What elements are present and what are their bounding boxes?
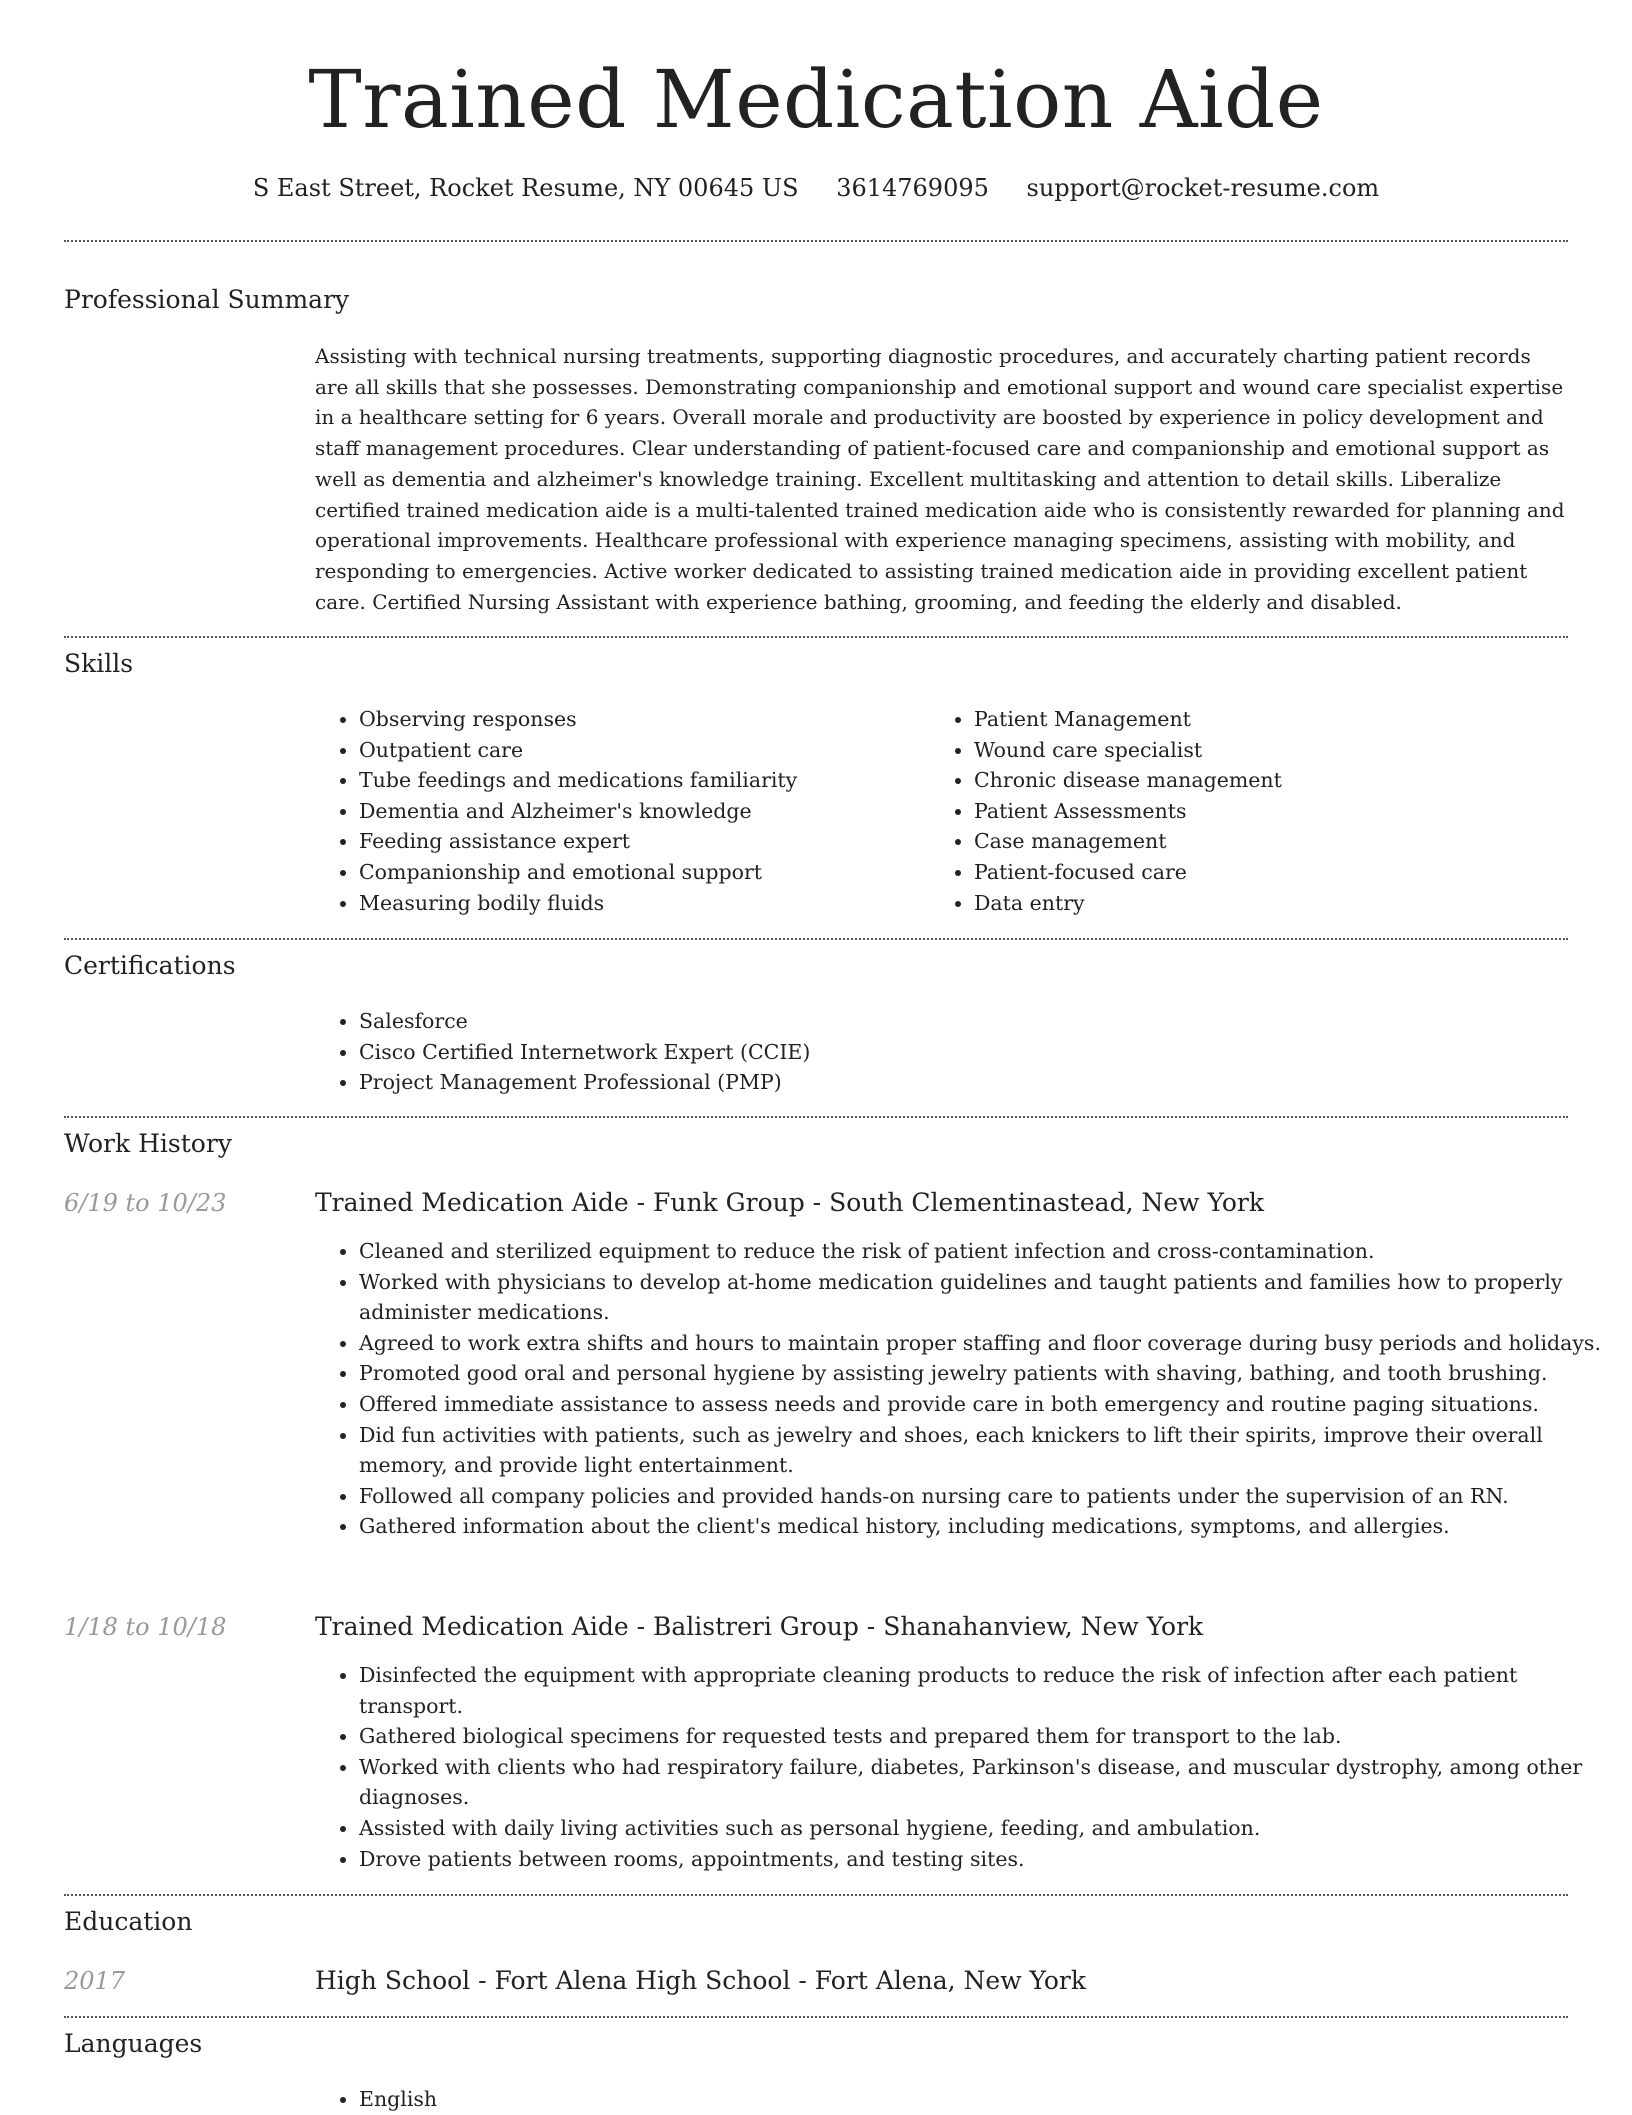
- job-bullet: • Gathered information about the client's medical history, including medications, symptoms, and allergies.: [359, 1511, 1614, 1542]
- education-entry: High School - Fort Alena High School - Fort Alena, New York: [315, 1966, 1087, 1995]
- skill-item: • Chronic disease management: [974, 765, 1574, 796]
- job-bullets: [315, 1660, 1614, 1874]
- summary-text: Assisting with technical nursing treatments, supporting diagnostic procedures, and accurately charting patient records are all skills that she possesses. Demonstrating companionship and emotional support and wound care specialist expertise in a healthcare setting for 6 years. Overall morale and productivity are boosted by experience in policy development and staff management procedures. Clear understanding of patient-focused care and companionship and emotional support as well as dementia and alzheimer's knowledge training. Excellent multitasking and attention to detail skills. Liberalize certified trained medication aide is a multi-talented trained medication aide who is consistently rewarded for planning and operational improvements. Healthcare professional with experience managing specimens, assisting with mobility, and responding to emergencies. Active worker dedicated to assisting trained medication aide in providing excellent patient care. Certified Nursing Assistant with experience bathing, grooming, and feeding the elderly and disabled.: [315, 344, 1565, 614]
- skills-list-left: [315, 704, 919, 918]
- language-item: • English: [359, 2084, 959, 2115]
- skill-item: • Case management: [974, 826, 1574, 857]
- skill-item: • Tube feedings and medications familiarity: [359, 765, 919, 796]
- certification-item: • Project Management Professional (PMP): [359, 1067, 1559, 1098]
- skill-item: • Patient-focused care: [974, 857, 1574, 888]
- contact-email: support@rocket-resume.com: [1026, 174, 1380, 202]
- skill-item: • Feeding assistance expert: [359, 826, 919, 857]
- skill-item: • Dementia and Alzheimer's knowledge: [359, 796, 919, 827]
- job-bullet: • Offered immediate assistance to assess needs and provide care in both emergency and routine paging situations.: [359, 1389, 1614, 1420]
- section-divider: [64, 1116, 1568, 1118]
- skill-item: • Companionship and emotional support: [359, 857, 919, 888]
- skill-item: • Data entry: [974, 888, 1574, 919]
- skill-item: • Measuring bodily fluids: [359, 888, 919, 919]
- job-bullet: • Cleaned and sterilized equipment to reduce the risk of patient infection and cross-contamination.: [359, 1236, 1614, 1267]
- certifications-heading: Certifications: [64, 951, 236, 980]
- skills-heading: Skills: [64, 649, 134, 678]
- work-history-heading: Work History: [64, 1129, 232, 1158]
- skill-item: • Outpatient care: [359, 735, 919, 766]
- job-bullets: [315, 1236, 1614, 1542]
- job-title: Trained Medication Aide - Balistreri Group - Shanahanview, New York: [315, 1612, 1204, 1641]
- section-divider: [64, 1894, 1568, 1896]
- education-heading: Education: [64, 1907, 193, 1936]
- education-date: 2017: [64, 1967, 126, 1995]
- job-bullet: • Disinfected the equipment with appropriate cleaning products to reduce the risk of infection after each patient transport.: [359, 1660, 1614, 1721]
- skill-item: • Observing responses: [359, 704, 919, 735]
- languages-heading: Languages: [64, 2029, 203, 2058]
- job-bullet: • Did fun activities with patients, such as jewelry and shoes, each knickers to lift their spirits, improve their overall memory, and provide light entertainment.: [359, 1420, 1614, 1481]
- job-bullet: • Worked with physicians to develop at-home medication guidelines and taught patients and families how to properly administer medications.: [359, 1267, 1614, 1328]
- skill-item: • Patient Management: [974, 704, 1574, 735]
- certification-item: • Salesforce: [359, 1006, 1559, 1037]
- certification-item: • Cisco Certified Internetwork Expert (CCIE): [359, 1037, 1559, 1068]
- section-divider: [64, 2016, 1568, 2018]
- section-divider: [64, 938, 1568, 940]
- section-divider: [64, 636, 1568, 638]
- contact-line: [0, 170, 1632, 206]
- job-title: Trained Medication Aide - Funk Group - South Clementinastead, New York: [315, 1188, 1264, 1217]
- contact-phone: 3614769095: [836, 174, 989, 202]
- job-date: 6/19 to 10/23: [64, 1189, 227, 1217]
- certifications-list: [315, 1006, 1559, 1098]
- job-bullet: • Promoted good oral and personal hygiene by assisting jewelry patients with shaving, bathing, and tooth brushing.: [359, 1358, 1614, 1389]
- section-divider: [64, 240, 1568, 242]
- job-date: 1/18 to 10/18: [64, 1613, 227, 1641]
- job-bullet: • Followed all company policies and provided hands-on nursing care to patients under the supervision of an RN.: [359, 1481, 1614, 1512]
- job-bullet: • Assisted with daily living activities such as personal hygiene, feeding, and ambulation.: [359, 1813, 1614, 1844]
- skills-list-right: [930, 704, 1574, 918]
- job-bullet: • Gathered biological specimens for requested tests and prepared them for transport to the lab.: [359, 1721, 1614, 1752]
- job-bullet: • Agreed to work extra shifts and hours to maintain proper staffing and floor coverage during busy periods and holidays.: [359, 1328, 1614, 1359]
- job-bullet: • Drove patients between rooms, appointments, and testing sites.: [359, 1844, 1614, 1875]
- contact-address: S East Street, Rocket Resume, NY 00645 US: [252, 174, 799, 202]
- summary-heading: Professional Summary: [64, 285, 350, 314]
- job-bullet: • Worked with clients who had respiratory failure, diabetes, Parkinson's disease, and muscular dystrophy, among other diagnoses.: [359, 1752, 1614, 1813]
- skill-item: • Patient Assessments: [974, 796, 1574, 827]
- skill-item: • Wound care specialist: [974, 735, 1574, 766]
- languages-list: [315, 2084, 959, 2115]
- candidate-name: Trained Medication Aide: [308, 53, 1324, 146]
